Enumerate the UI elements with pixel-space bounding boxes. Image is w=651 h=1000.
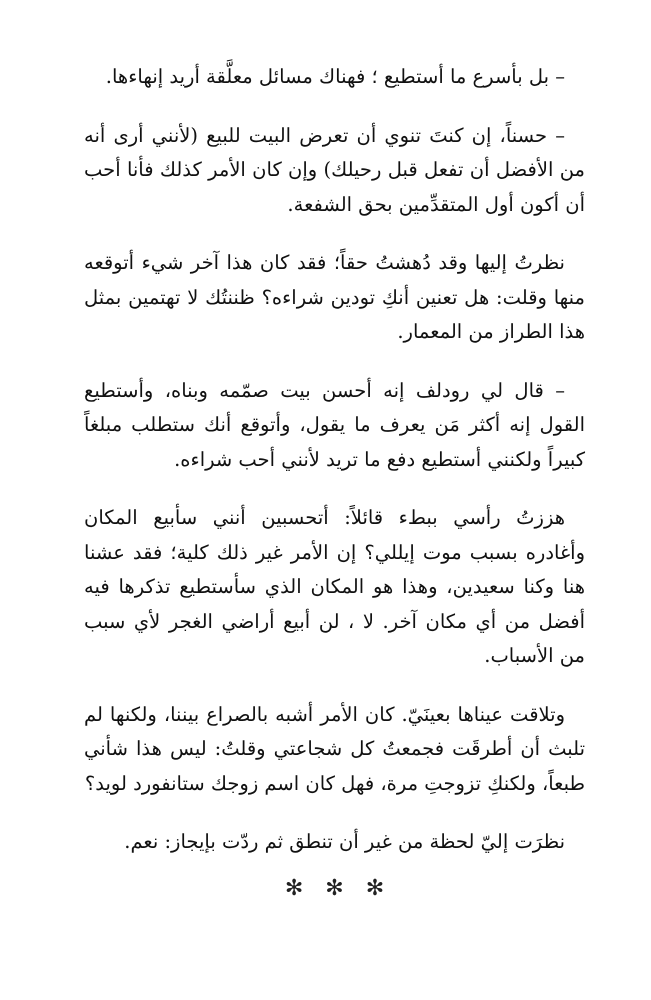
section-separator: ✻✻✻ (284, 875, 407, 901)
paragraph-4: – قال لي رودلف إنه أحسن بيت صمّمه وبناه، وأستطيع القول إنه أكثر مَن يعرف ما يقول، وأتوقع أنك ستطلب مبلغاً كبيراً ولكنني أستطيع دفع ما تريد لأنني أحب شراءه. (84, 378, 585, 471)
paragraph-2: – حسناً، إن كنتَ تنوي أن تعرض البيت للبيع (لأنني أرى أنه من الأفضل أن تفعل قبل رحيلك) وإن كان الأمر كذلك فأنا أحب أن أكون أول المتقدِّمين بحق الشفعة. (84, 123, 585, 216)
paragraph-7: نظرَت إليّ لحظة من غير أن تنطق ثم ردّت بإيجاز: نعم. (124, 830, 565, 853)
paragraph-5: هززتُ رأسي ببطء قائلاً: أتحسبين أنني سأبيع المكان وأغادره بسبب موت إيللي؟ إن الأمر غير ذلك كلية؛ فقد عشنا هنا وكنا سعيدين، وهذا هو المكان الذي سأستطيع تذكرها فيه أفضل من أي مكان آخر. لا ، لن أبيع أراضي الغجر لأي سبب من الأسباب. (84, 506, 585, 667)
paragraph-6: وتلاقت عيناها بعينَيّ. كان الأمر أشبه بالصراع بيننا، ولكنها لم تلبث أن أطرقَت فجمعتُ كل شجاعتي وقلتُ: ليس هذا شأني طبعاً، ولكنكِ تزوجتِ مرة، فهل كان اسم زوجك ستانفورد لويد؟ (84, 702, 585, 795)
paragraph-3: نظرتُ إليها وقد دُهشتُ حقاً؛ فقد كان هذا آخر شيء أتوقعه منها وقلت: هل تعنين أنكِ تودين شراءه؟ ظننتُك لا تهتمين بمثل هذا الطراز من المعمار. (84, 251, 585, 343)
paragraph-1: – بل بأسرع ما أستطيع ؛ فهناك مسائل معلَّقة أريد إنهاءها. (105, 65, 565, 88)
